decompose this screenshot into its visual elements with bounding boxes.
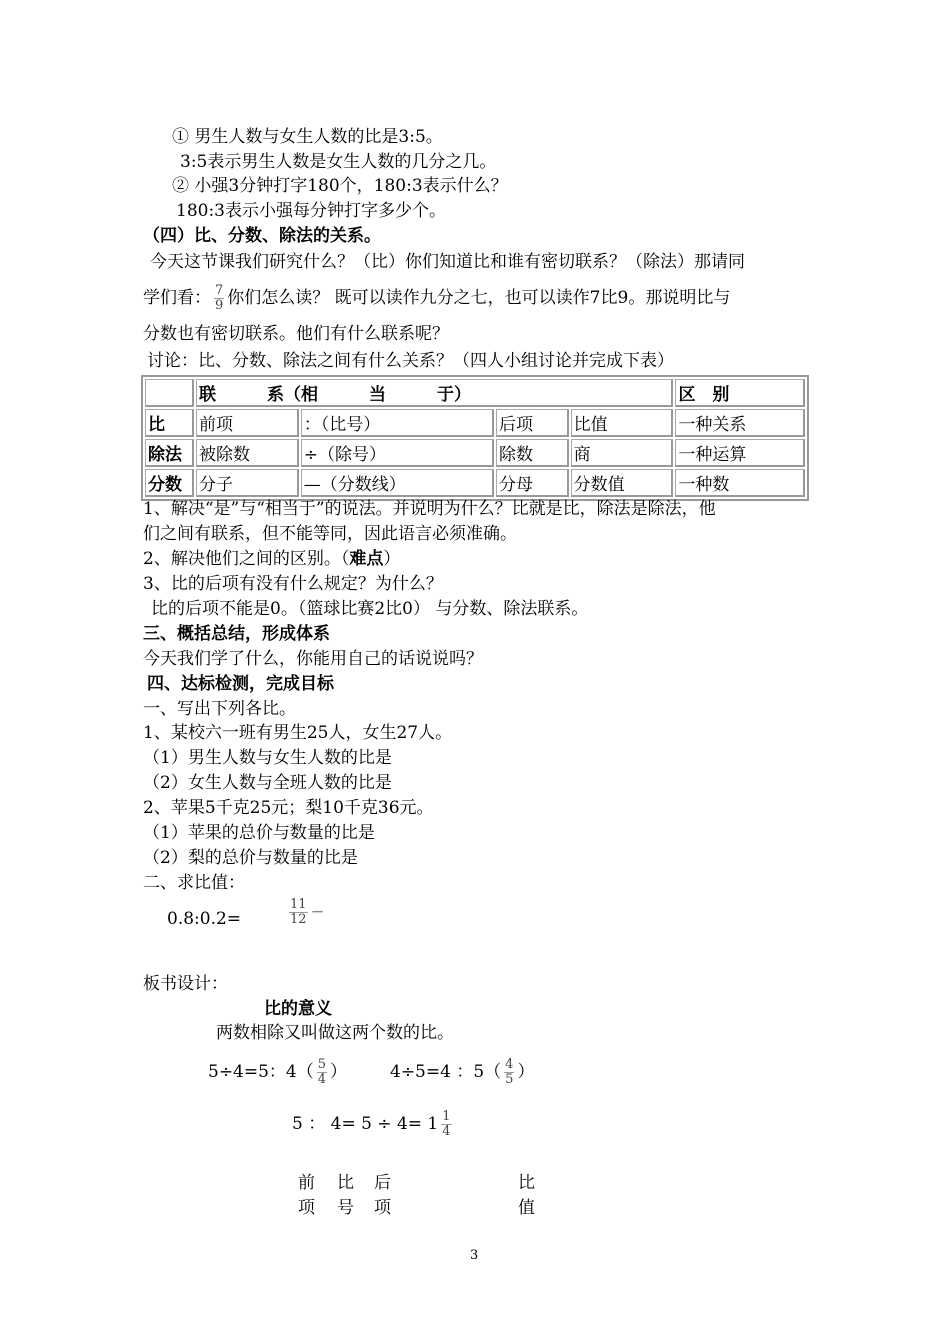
label-term-2: 项 [374,1198,391,1218]
para-2-end: 你们怎么读？ 既可以读作九分之七，也可以读作7比9。那说明比与 [227,288,731,308]
label-sign: 号 [337,1198,354,1218]
fraction-numerator: 11 [290,897,307,912]
exercise-line: 1、某校六一班有男生25人，女生27人。 [143,723,453,743]
table-header-cell: 区 别 [675,379,805,407]
discussion-line: 讨论：比、分数、除法之间有什么关系？（四人小组讨论并完成下表） [147,351,674,371]
fraction-one-fourth [441,1110,451,1139]
question-2-start: 2、解决他们之间的区别。（ [143,549,350,569]
table-cell: 一种关系 [675,409,805,437]
exercise-line: （2）女生人数与全班人数的比是 [143,773,392,793]
label-term-1: 项 [298,1198,315,1218]
para-2 [143,284,730,313]
question-3-answer: 比的后项不能是0。（篮球比赛2比0） 与分数、除法联系。 [151,599,589,619]
line-4: 180:3表示小强每分钟打字多少个。 [176,201,446,221]
label-ratio-value: 比 [518,1173,535,1193]
table-cell: 比 [145,409,194,437]
ratio-formula-text: 5 ： 4= 5 ÷ 4= 1 [292,1114,439,1134]
table-cell: 分数 [145,469,194,497]
exercise-line: 2、苹果5千克25元；梨10千克36元。 [143,798,434,818]
table-row [145,409,805,437]
table-cell: ：（比号） [301,409,494,437]
exercise-line: （1）男生人数与女生人数的比是 [143,748,392,768]
fraction-eleven-twelfths [286,898,325,927]
question-2-end: ） [383,549,401,569]
line-1: ① 男生人数与女生人数的比是3:5。 [172,127,443,147]
table-cell: 分子 [196,469,299,497]
fraction-four-fifths [504,1058,514,1087]
fraction [289,898,308,927]
line-2: 3:5表示男生人数是女生人数的几分之几。 [180,152,497,172]
table-header-cell [145,379,194,407]
difficulty-label: 难点 [349,549,384,569]
table-cell: 前项 [196,409,299,437]
exercise-line: （2）梨的总价与数量的比是 [143,848,358,868]
section-heading-3: 三、概括总结，形成体系 [143,624,330,644]
table-cell: 除数 [496,439,569,467]
table-cell: 一种运算 [675,439,805,467]
formula-2-close: ） [517,1062,535,1082]
table-header-row [145,379,805,407]
section-heading-4b: 四、达标检测，完成目标 [147,674,334,694]
fraction-denominator: 4 [442,1124,451,1139]
table-cell: 一种数 [675,469,805,497]
table-cell: 分母 [496,469,569,497]
table-cell: 比值 [571,409,674,437]
fraction-numerator: 4 [505,1057,514,1072]
table-header-cell: 联 系（相 当 于） [196,379,673,407]
table-cell: —（分数线） [301,469,494,497]
fraction-seven-ninths [214,284,224,313]
table-cell: 商 [571,439,674,467]
table-cell: 分数值 [571,469,674,497]
label-value: 值 [518,1198,535,1218]
summary-line: 今天我们学了什么，你能用自己的话说说吗？ [143,649,483,669]
board-title: 比的意义 [264,999,332,1019]
ratio-formula [292,1110,455,1139]
formula-1-text: 5÷4=5：4（ [208,1062,314,1082]
fraction-denominator: 5 [505,1072,514,1087]
fraction-denominator: 4 [317,1072,327,1087]
para-1: 今天这节课我们研究什么？（比）你们知道比和谁有密切联系？（除法）那请同 [150,252,745,272]
label-front: 前 [298,1173,315,1193]
exercise-line: （1）苹果的总价与数量的比是 [143,823,375,843]
board-design-label: 板书设计： [143,974,228,994]
question-3: 3、比的后项有没有什么规定？为什么？ [143,574,443,594]
formula-1 [208,1058,347,1087]
formula-1-close: ） [330,1062,348,1082]
exercise-line: 一、写出下列各比。 [143,699,296,719]
question-2 [143,548,400,570]
question-1b: 们之间有联系，但不能等同，因此语言必须准确。 [143,524,517,544]
table-cell: 后项 [496,409,569,437]
fraction-denominator: 9 [215,298,224,313]
table-row [145,469,805,497]
fraction-numerator: 1 [442,1109,451,1124]
label-back: 后 [374,1173,391,1193]
fraction-five-fourths [317,1058,327,1087]
ratio-expression: 0.8:0.2= [167,909,242,929]
fraction-numerator: 5 [317,1057,327,1072]
label-ratio: 比 [337,1173,354,1193]
question-1a: 1、解决“是”与“相当于”的说法。并说明为什么？比就是比，除法是除法，他 [143,499,716,519]
table-cell: 被除数 [196,439,299,467]
para-2-start: 学们看： [143,288,211,308]
page-number: 3 [470,1248,479,1263]
formula-2-text: 4÷5=4 ：5（ [390,1062,502,1082]
exercise-line: 二、求比值： [143,873,245,893]
para-3: 分数也有密切联系。他们有什么联系呢？ [143,324,449,344]
table-cell: 除法 [145,439,194,467]
table-row [145,439,805,467]
section-heading-4: （四）比、分数、除法的关系。 [143,226,381,246]
table-cell: ÷（除号） [301,439,494,467]
board-definition: 两数相除又叫做这两个数的比。 [216,1023,454,1043]
fraction-denominator: 12 [290,912,307,927]
relation-table [141,375,809,501]
dash-mark: − [310,902,325,922]
formula-2 [390,1058,534,1087]
fraction-numerator: 7 [215,283,224,298]
line-3: ② 小强3分钟打字180个，180:3表示什么？ [172,176,508,196]
